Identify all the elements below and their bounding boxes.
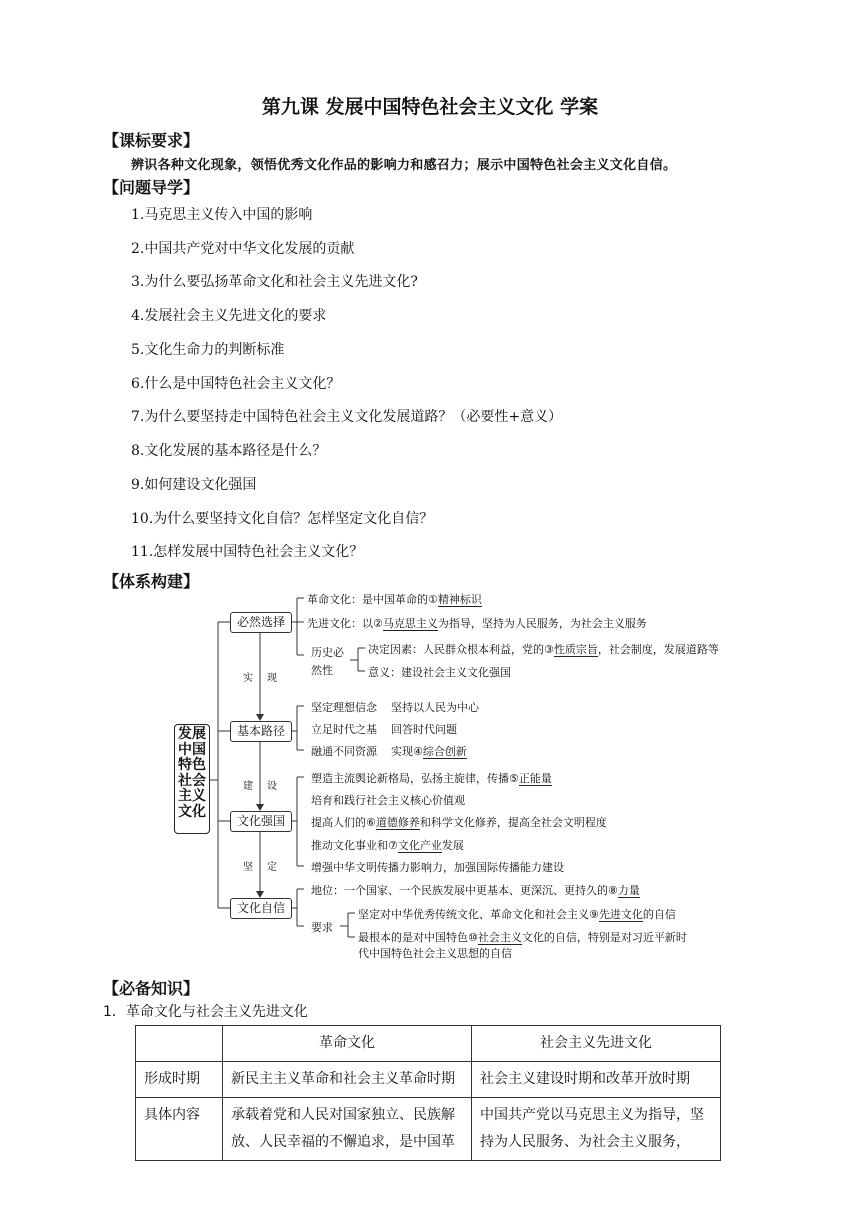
box-cultural-power: 文化强国 [230, 811, 292, 832]
section-guide: 【问题导学】 [103, 178, 200, 197]
table-cell: 中国共产党以马克思主义为指导，坚持为人民服务、为社会主义服务， [472, 1098, 721, 1161]
diagram-line: 融通不同资源 实现④综合创新 [311, 745, 467, 758]
table-row [136, 1062, 721, 1098]
diagram-line: 推动文化事业和⑦文化产业发展 [311, 839, 464, 852]
table-cell: 社会主义建设时期和改革开放时期 [472, 1062, 721, 1098]
table-cell: 形成时期 [136, 1062, 223, 1098]
question-item: 6.什么是中国特色社会主义文化？ [131, 376, 341, 392]
question-item: 9.如何建设文化强国 [131, 477, 257, 493]
diagram-line: 地位：一个国家、一个民族发展中更基本、更深沉、更持久的⑧力量 [311, 884, 640, 897]
arrow-label: 实 [243, 673, 253, 684]
diagram-line: 立足时代之基 回答时代问题 [311, 723, 457, 736]
diagram-line: 革命文化：是中国革命的①精神标识 [307, 593, 482, 606]
section-knowledge: 【必备知识】 [103, 979, 200, 998]
arrow-label: 坚 [243, 862, 253, 873]
arrow-label: 现 [267, 673, 277, 684]
diagram-line: 塑造主流舆论新格局，弘扬主旋律，传播⑤正能量 [311, 772, 552, 785]
question-item: 8.文化发展的基本路径是什么？ [131, 443, 327, 459]
standard-text: 辨识各种文化现象，领悟优秀文化作品的影响力和感召力；展示中国特色社会主义文化自信。 [131, 158, 677, 173]
table-cell [136, 1026, 223, 1062]
question-item: 11.怎样发展中国特色社会主义文化？ [131, 544, 364, 560]
page-title: 第九课 发展中国特色社会主义文化 学案 [261, 96, 599, 118]
arrow-label: 设 [267, 781, 277, 792]
diagram-label: 历史必 [311, 646, 344, 659]
question-item: 4.发展社会主义先进文化的要求 [131, 308, 327, 324]
question-item: 10.为什么要坚持文化自信？怎样坚定文化自信？ [131, 511, 434, 527]
box-inevitable-choice: 必然选择 [230, 612, 292, 633]
section-system: 【体系构建】 [103, 572, 200, 591]
diagram-line: 坚定理想信念 坚持以人民为中心 [311, 701, 479, 714]
question-item: 1.马克思主义传入中国的影响 [131, 207, 313, 223]
table-cell: 具体内容 [136, 1098, 223, 1161]
question-item: 5.文化生命力的判断标准 [131, 342, 285, 358]
question-item: 3.为什么要弘扬革命文化和社会主义先进文化? [131, 274, 418, 290]
diagram-label: 然性 [311, 664, 333, 677]
box-basic-path: 基本路径 [230, 721, 292, 742]
box-cultural-confidence: 文化自信 [230, 898, 292, 919]
diagram-line: 意义：建设社会主义文化强国 [368, 666, 511, 679]
question-item: 7.为什么要坚持走中国特色社会主义文化发展道路？（必要性+意义） [131, 409, 563, 425]
diagram-line: 坚定对中华优秀传统文化、革命文化和社会主义⑨先进文化的自信 [358, 908, 676, 921]
diagram-main-box: 发展 中国 特色 社会 主义 文化 [174, 724, 210, 834]
table-row [136, 1098, 721, 1161]
table-cell: 新民主主义革命和社会主义革命时期 [223, 1062, 472, 1098]
knowledge-item-title: 1．革命文化与社会主义先进文化 [103, 1004, 308, 1020]
table-header-row [136, 1026, 721, 1062]
question-item: 2.中国共产党对中华文化发展的贡献 [131, 241, 355, 257]
culture-comparison-table [135, 1025, 721, 1161]
section-standard: 【课标要求】 [103, 131, 200, 150]
diagram-line: 决定因素：人民群众根本利益，党的③性质宗旨，社会制度，发展道路等 [368, 643, 719, 656]
diagram-line: 提高人们的⑥道德修养和科学文化修养，提高全社会文明程度 [311, 816, 607, 829]
diagram-label: 要求 [311, 921, 333, 934]
arrow-label: 定 [267, 862, 277, 873]
table-cell: 承载着党和人民对国家独立、民族解放、人民幸福的不懈追求，是中国革 [223, 1098, 472, 1161]
diagram-line: 培育和践行社会主义核心价值观 [311, 794, 465, 807]
diagram-line: 代中国特色社会主义思想的自信 [358, 947, 512, 960]
table-header: 革命文化 [223, 1026, 472, 1062]
diagram-line: 最根本的是对中国特色⑩社会主义文化的自信，特别是对习近平新时 [358, 931, 687, 944]
arrow-label: 建 [243, 781, 253, 792]
diagram-line: 增强中华文明传播力影响力，加强国际传播能力建设 [311, 861, 564, 874]
table-header: 社会主义先进文化 [472, 1026, 721, 1062]
diagram-line: 先进文化：以②马克思主义为指导，坚持为人民服务，为社会主义服务 [307, 617, 647, 630]
